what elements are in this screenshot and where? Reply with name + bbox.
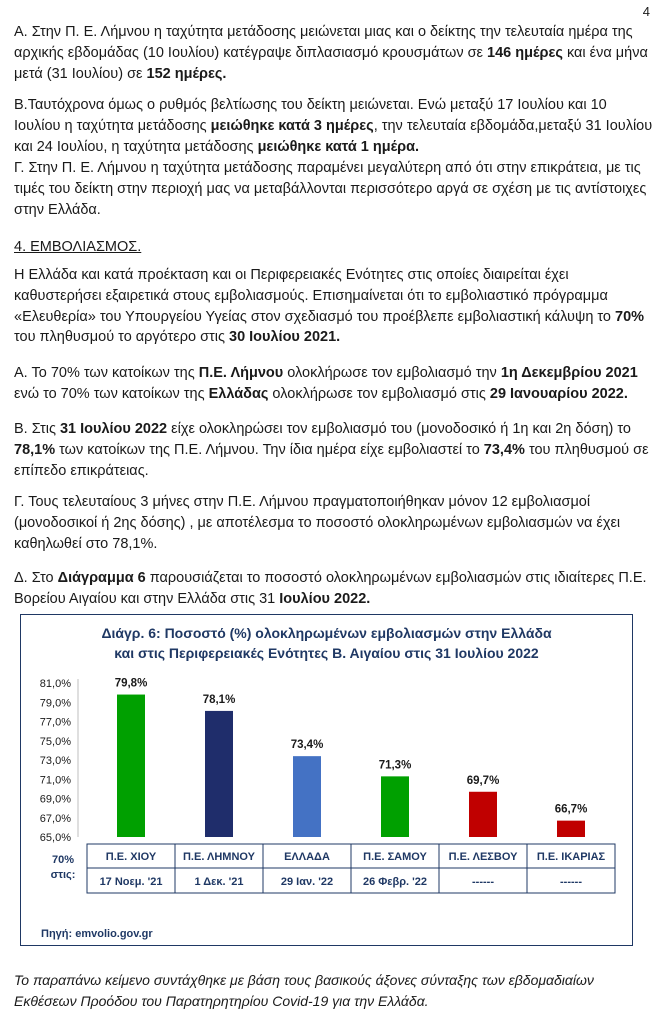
- para-c-last-three-months: [14, 492, 654, 554]
- bold-text: 146 ημέρες: [487, 44, 563, 61]
- category-label: Π.Ε. ΙΚΑΡΙΑΣ: [536, 851, 606, 863]
- chart-source: Πηγή: emvolio.gov.gr: [41, 928, 153, 940]
- text-segment: Γ. Στην Π. Ε. Λήμνου η ταχύτητα μετάδοσης παραμένει μεγαλύτερη από ότι στην επικράτεια, με τις τιμές του δείκτη στην περιοχή μας να μεταβάλλονται περισσότερο αργά σε σχέση με τις αντίστοιχες στην Ελλάδα.: [14, 160, 647, 218]
- y-tick-label: 67,0%: [39, 812, 71, 825]
- text-segment: Β. Στις: [14, 421, 60, 437]
- text-segment: ενώ το 70% των κατοίκων της: [14, 385, 209, 402]
- bold-text: μειώθηκε κατά 1 ημέρα.: [257, 138, 420, 155]
- bold-text: 70%: [615, 308, 645, 325]
- bar-value-label: 73,4%: [290, 739, 324, 752]
- bar-value-label: 69,7%: [466, 774, 500, 787]
- category-label: Π.Ε. ΛΗΜΝΟΥ: [182, 851, 256, 863]
- bold-text: 1η Δεκεμβρίου 2021: [500, 365, 638, 381]
- bar: [117, 695, 145, 837]
- bar: [381, 776, 409, 837]
- text-segment: είχε ολοκληρώσει τον εμβολιασμό του (μονοδοσικό ή 1η και 2η δόση) το: [167, 421, 631, 437]
- y-tick-label: 81,0%: [39, 678, 71, 690]
- chart-title-line2: και στις Περιφερειακές Ενότητες Β. Αιγαίου στις 31 Ιουλίου 2022: [114, 645, 539, 661]
- chart-title-line1: Διάγρ. 6: Ποσοστό (%) ολοκληρωμένων εμβολιασμών στην Ελλάδα: [101, 625, 552, 641]
- text-segment: 4. ΕΜΒΟΛΙΑΣΜΟΣ.: [14, 239, 142, 255]
- text-segment: Δ. Στο: [14, 570, 58, 586]
- para-a-transmission-decrease: [14, 22, 654, 84]
- text-segment: και ένα μήνα μετά (31 Ιουλίου) σε: [14, 44, 648, 82]
- para-c-regional-comparison: [14, 158, 654, 220]
- date-reached-label: 26 Φεβρ. '22: [362, 876, 428, 888]
- text-segment: Α. Στην Π. Ε. Λήμνου η ταχύτητα μετάδοσης μειώνεται μιας και ο δείκτης την τελευταία ημέρα της αρχικής εβδομάδας (10 Ιουλίου) κατέγραψε διπλασιασμό κρουσμάτων σε: [14, 24, 633, 61]
- text-segment: των κατοίκων της Π.Ε. Λήμνου. Την ίδια ημέρα είχε εμβολιαστεί το: [55, 441, 484, 458]
- date-reached-label: 1 Δεκ. '21: [194, 876, 244, 888]
- para-b-improvement-rate: [14, 95, 654, 157]
- text-segment: Η Ελλάδα και κατά προέκταση και οι Περιφερειακές Ενότητες στις οποίες διαιρείται έχει καθυστερήσει εξαιρετικά στους εμβολιασμούς. Επισημαίνεται ότι το εμβολιαστικό πρόγραμμα «Ελευθερία» του Υπουργείου Υγείας στον σχεδιασμό του προέβλεπε εμβολιαστική κάλυψη το: [14, 267, 616, 325]
- bold-text: 30 Ιουλίου 2021.: [229, 329, 341, 346]
- date-reached-label: ------: [472, 876, 494, 888]
- bar-value-label: 78,1%: [202, 693, 236, 706]
- table-row-label: 70%: [51, 854, 75, 866]
- y-tick-label: 69,0%: [39, 793, 71, 806]
- footnote: Το παραπάνω κείμενο συντάχθηκε με βάση τους βασικούς άξονες σύνταξης των εβδομαδιαίων Εκθέσεων Προόδου του Παρατηρητηρίου Covid-19 για την Ελλάδα.: [14, 972, 594, 1009]
- y-tick-label: 77,0%: [39, 716, 71, 729]
- y-tick-label: 79,0%: [39, 697, 71, 710]
- text-segment: Γ. Τους τελευταίους 3 μήνες στην Π.Ε. Λήμνου πραγματοποιήθηκαν μόνον 12 εμβολιασμοί (μονοδοσικοί ή 2ης δόσης) , με αποτέλεσμα το ποσοστό ολοκληρωμένων εμβολιασμών να έχει καθηλωθεί στο 78,1%.: [14, 494, 621, 552]
- para-b-july-coverage: [14, 419, 654, 481]
- date-reached-label: 17 Νοεμ. '21: [99, 876, 163, 888]
- y-tick-label: 71,0%: [39, 774, 71, 787]
- section-heading-vaccinations: [14, 237, 654, 258]
- text-segment: Α. Το 70% των κατοίκων της: [14, 365, 199, 381]
- bold-text: 73,4%: [483, 441, 525, 458]
- bar: [469, 792, 497, 837]
- bold-text: Π.Ε. Λήμνου: [198, 365, 284, 381]
- vaccination-chart: [20, 614, 633, 946]
- text-segment: του πληθυσμού σε επίπεδο επικράτειας.: [14, 441, 649, 479]
- text-segment: , την τελευταία εβδομάδα,μεταξύ 31 Ιουλίου και 24 Ιουλίου, η ταχύτητα μετάδοσης: [14, 117, 653, 155]
- category-label: Π.Ε. ΣΑΜΟΥ: [363, 851, 427, 863]
- bold-text: 29 Ιανουαρίου 2022.: [489, 385, 628, 402]
- bold-text: μειώθηκε κατά 3 ημέρες: [210, 117, 374, 134]
- para-a-seventy-percent: [14, 363, 654, 405]
- category-label: ΕΛΛΑΔΑ: [284, 851, 330, 863]
- category-label: Π.Ε. ΧΙΟΥ: [105, 851, 157, 863]
- y-tick-label: 75,0%: [39, 735, 71, 748]
- para-vaccination-intro: [14, 265, 654, 348]
- para-d-chart-reference: [14, 568, 654, 610]
- text-segment: του πληθυσμού το αργότερο στις: [14, 329, 229, 346]
- text-segment: ολοκλήρωσε τον εμβολιασμό στις: [268, 385, 490, 402]
- bar: [293, 756, 321, 837]
- bar: [557, 821, 585, 837]
- bar-value-label: 79,8%: [114, 677, 148, 690]
- text-segment: Β.Ταυτόχρονα όμως ο ρυθμός βελτίωσης του δείκτη μειώνεται. Ενώ μεταξύ 17 Ιουλίου και 10 Ιουλίου η ταχύτητα μετάδοσης: [14, 97, 607, 134]
- date-reached-label: ------: [560, 876, 582, 888]
- bold-text: 31 Ιουλίου 2022: [59, 421, 168, 437]
- date-reached-label: 29 Ιαν. '22: [280, 876, 334, 888]
- chart-plot: [21, 615, 632, 945]
- text-segment: παρουσιάζεται το ποσοστό ολοκληρωμένων εμβολιασμών στις ιδιαίτερες Π.Ε. Βορείου Αιγαίου και στην Ελλάδα στις 31: [14, 570, 647, 607]
- bold-text: Διάγραμμα 6: [57, 570, 146, 586]
- table-row-label: στις:: [50, 869, 76, 881]
- bar-value-label: 71,3%: [378, 759, 412, 772]
- y-tick-label: 73,0%: [39, 755, 71, 767]
- bold-text: 152 ημέρες.: [146, 65, 227, 82]
- bar: [205, 711, 233, 837]
- bar-value-label: 66,7%: [554, 803, 588, 816]
- bold-text: Ιουλίου 2022.: [279, 590, 371, 607]
- text-segment: ολοκλήρωσε τον εμβολιασμό την: [283, 365, 501, 381]
- page-number: 4: [642, 4, 650, 19]
- bold-text: Ελλάδας: [208, 385, 269, 402]
- category-label: Π.Ε. ΛΕΣΒΟΥ: [448, 851, 518, 863]
- bold-text: 78,1%: [14, 441, 56, 458]
- y-tick-label: 65,0%: [39, 832, 71, 844]
